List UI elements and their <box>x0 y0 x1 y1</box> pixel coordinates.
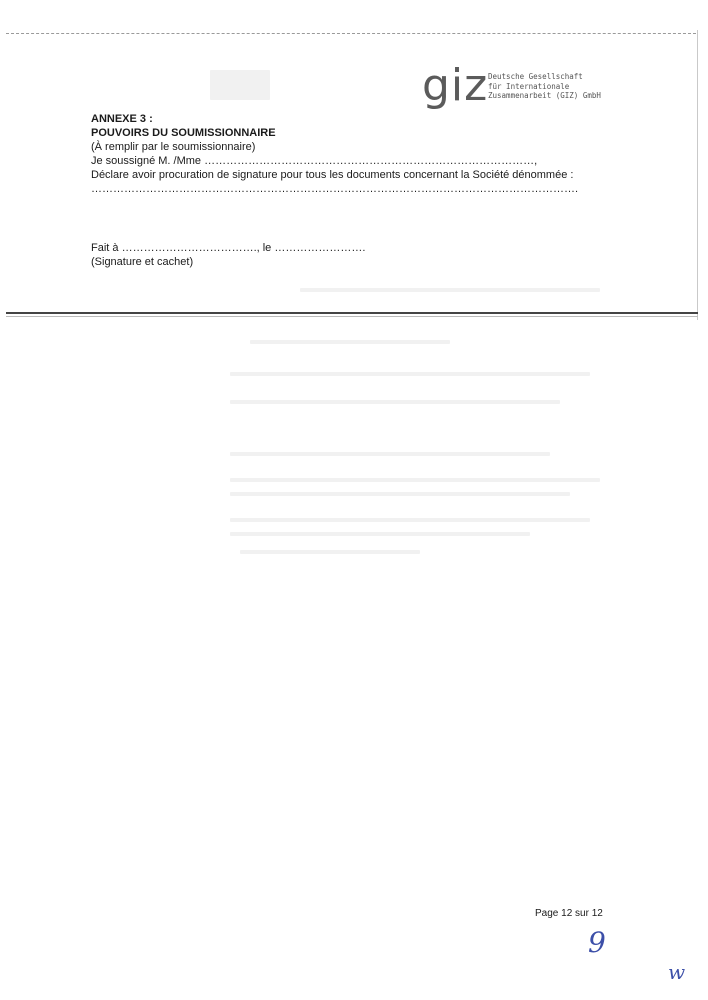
scan-fold-shadow <box>6 316 698 317</box>
handwritten-page-mark: 9 <box>588 926 606 959</box>
company-name-field: ……………………………………………………………………………………………………………………. <box>91 183 579 195</box>
logo-line: Deutsche Gesellschaft <box>488 72 583 81</box>
giz-logo-wordmark <box>488 72 601 101</box>
logo-line: für Internationale <box>488 81 570 91</box>
signature-label: (Signature et cachet) <box>91 256 194 268</box>
scan-edge-top <box>6 33 696 34</box>
giz-logo <box>422 60 602 112</box>
signature-block <box>91 241 365 269</box>
annex-content <box>91 112 578 196</box>
giz-logo-mark: giz <box>422 60 489 111</box>
page-number: Page 12 sur 12 <box>535 908 603 919</box>
scan-fold-line <box>6 312 698 314</box>
handwritten-initial-mark: w <box>668 960 686 984</box>
declaration-text: Déclare avoir procuration de signature pour tous les documents concernant la Société dénommée : <box>91 169 574 181</box>
annex-label: ANNEXE 3 : <box>91 113 153 125</box>
undersigned-field: Je soussigné M. /Mme ………………………………………………………………………………, <box>91 155 538 167</box>
annex-subtitle: (À remplir par le soumissionnaire) <box>91 141 256 153</box>
logo-line: Zusammenarbeit (GIZ) GmbH <box>488 91 601 100</box>
scan-edge-right <box>697 30 698 320</box>
place-date-field: Fait à ………………………………., le ……………………. <box>91 242 366 254</box>
annex-title: POUVOIRS DU SOUMISSIONNAIRE <box>91 127 276 139</box>
